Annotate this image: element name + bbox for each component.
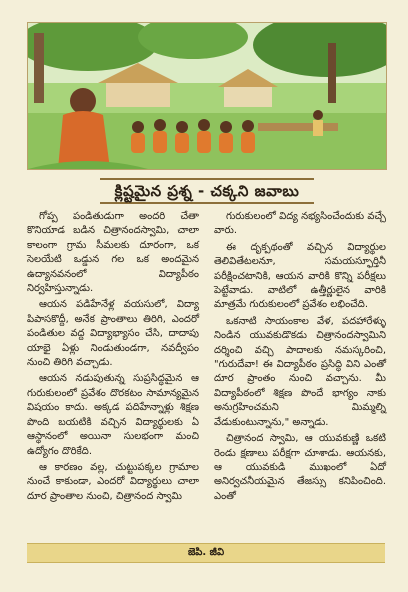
paragraph: ఈ దృక్పథంతో వచ్చిన విద్యార్థుల తెలివితేటలనూ, సమయస్ఫూర్తినీ పరీక్షించటానికి, ఆయన వారికి కొన్ని పరీక్షలు పెట్టేవాడు. వాటిలో ఉత్తీర్ణులైన వారికి మాత్రమే గురుకులంలో ప్రవేశం లభించేది. (214, 241, 386, 311)
paragraph: గురుకులంలో విద్య నభ్యసించేందుకు వచ్చే వారు. (214, 211, 386, 237)
title-frame (100, 178, 314, 204)
paragraph: చిత్రానంద స్వామి, ఆ యువకుణ్ణి ఒకటి రెండు క్షణాలు పరీక్షగా చూశాడు. ఆయనకు, ఆ యువకుడి ముఖంలో ఏదో అనిర్వచనీయమైన తేజస్సు కనిపించింది. ఎంతో (214, 433, 386, 502)
paragraph: ఒకనాటి సాయంకాల వేళ, పదహారేళ్ళు నిండిన యువకుడొకడు చిత్రానందస్వామిని దర్శించి వచ్చి పాదాలకు నమస్కరించి, "గురుదేవా! ఈ విద్యాపీఠం ప్రసిద్ధి విని ఎంతో దూర ప్రాంతం నుంచి వచ్చాను. మీ విద్యాపీఠంలో శిక్షణ పొందే భాగ్యం నాకు అనుగ్రహించమని మిమ్మల్ని వేడుకుంటున్నాను," అన్నాడు. (214, 315, 386, 428)
right-column (214, 210, 386, 506)
credit-bar (27, 543, 385, 563)
left-column (27, 210, 199, 506)
sage-and-disciples-scene-icon (28, 23, 386, 169)
paragraph: ఆయన నడుపుతున్న సుప్రసిద్ధమైన ఆ గురుకులంలో ప్రవేశం దొరకటం సామాన్యమైన విషయం కాదు. అక్కడ పదిహేన్నాళ్లు శిక్షణ పొంది బయటికి వచ్చిన విద్యార్థులకు ఏ ఆస్థానంలో అయినా సులభంగా మంచి ఉద్యోగం దొరికేది. (27, 373, 199, 457)
paragraph: ఆ కారణం వల్ల, చుట్టుపక్కల గ్రామాల నుంచే కాకుండా, ఎందరో విద్యార్థులు చాలా దూర ప్రాంతాల నుంచి, చిత్రానంద స్వామి (27, 461, 199, 502)
paragraph: ఆయన పడిహేనేళ్ల వయసులో, విద్యా పిపాసకొద్దీ, అనేక ప్రాంతాలు తిరిగి, ఎందరో పండితుల వద్ద విద్యాభ్యాసం చేసి, దాదాపు యాభై ఏళ్లు నిండుతుండగా, నవద్వీపం నుంచి తిరిగి వచ్చాడు. (27, 299, 199, 369)
author-credit: జెపి. జీవి (187, 547, 225, 558)
paragraph: గోప్ప పండితుడుగా అందరి చేతా కొనియాడ బడిన చిత్రానందస్వామి, చాలా కాలంగా గ్రామ సీమలకు దూరంగా, ఒక సెలయేటి ఒడ్డున గల ఒక అందమైన ఉద్యానవనంలో విద్యాపీఠం నిర్వహిస్తున్నాడు. (27, 211, 199, 295)
story-title: క్లిష్టమైన ప్రశ్న - చక్కని జవాబు (114, 182, 300, 200)
story-illustration (27, 22, 387, 170)
